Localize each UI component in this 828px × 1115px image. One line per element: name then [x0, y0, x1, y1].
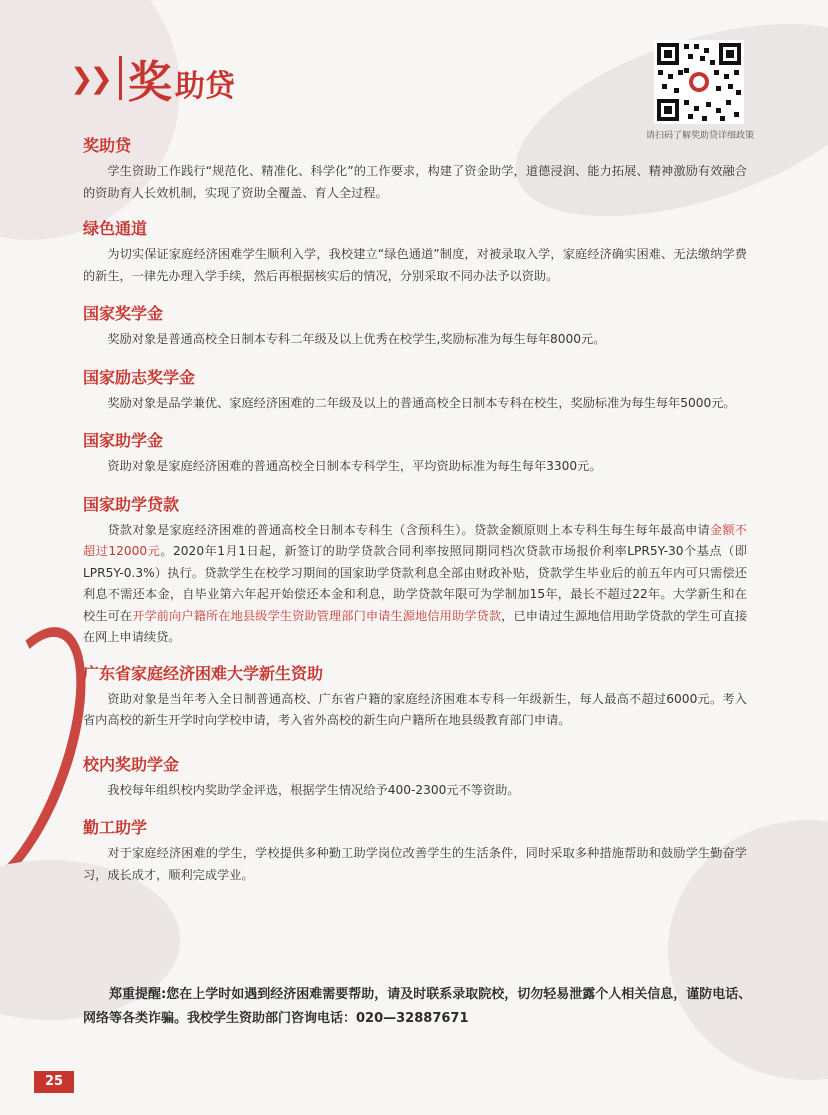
section-body: 奖励对象是普通高校全日制本专科二年级及以上优秀在校学生,奖励标准为每生每年8000元。: [107, 332, 606, 346]
section-body: 学生资助工作践行“规范化、精准化、科学化”的工作要求，构建了资金助学，道德浸润、能力拓展、精神激励有效融合的资助育人长效机制，实现了资助全覆盖、育人全过程。: [83, 164, 747, 200]
section-title: 广东省家庭经济困难大学新生资助: [83, 663, 324, 683]
section-title: 校内奖助学金: [83, 754, 180, 774]
loan-text-a: 贷款对象是家庭经济困难的普通高校全日制本专科生（含预科生）。贷款金额原则上本专科生每生每年最高申请: [107, 522, 710, 537]
section-body: 我校每年组织校内奖助学金评选，根据学生情况给予400-2300元不等资助。: [107, 782, 520, 797]
section-title: 绿色通道: [83, 219, 148, 238]
section-work-study: [83, 817, 747, 886]
title-divider: [119, 56, 122, 100]
section-body: 奖励对象是品学兼优、家庭经济困难的二年级及以上的普通高校全日制本专科在校生，奖励标准为每生每年5000元。: [107, 395, 736, 410]
section-title: 国家奖学金: [83, 304, 164, 323]
section-body: 资助对象是家庭经济困难的普通高校全日制本专科学生，平均资助标准为每生每年3300元。: [107, 459, 602, 473]
section-title: 国家励志奖学金: [83, 367, 196, 387]
loan-text-b: 。2020年1月1日起，新签订的助学贷款合同利率按照同期同档次贷款市场报价利率LPR5Y-30个基点（即LPR5Y-0.3%）执行。贷款学生在校学习期间的国家助学贷款利息全部由财政补贴，贷款学生毕业后的前五年内可只需偿还利息不需还本金，自毕业第六年起开始偿还本金和利息，助学贷款年限可为学制加15年，最长不超过22年。大学新生和在校生可在: [83, 544, 747, 623]
important-notice: 郑重提醒:您在上学时如遇到经济困难需要帮助，请及时联系录取院校，切勿轻易泄露个人相关信息，谨防电话、网络等各类诈骗。我校学生资助部门咨询电话：020—32887671: [83, 987, 752, 1026]
main-content: [83, 135, 747, 886]
qr-code[interactable]: [654, 40, 744, 124]
section-jiangzhudai: [83, 135, 747, 204]
section-student-loan: [83, 494, 747, 649]
section-national-grant: [83, 430, 747, 478]
loan-apply-highlight: 开学前向户籍所在地县级学生资助管理部门申请生源地信用助学贷款: [132, 608, 502, 623]
section-campus-scholarship: [83, 754, 747, 802]
qr-caption: 请扫码了解奖助贷详细政策: [645, 131, 754, 141]
page-header: [70, 50, 235, 106]
qr-code-icon: [654, 40, 744, 124]
page-number: 25: [34, 1071, 74, 1093]
loan-limit-highlight: 金额不超过12000元: [83, 522, 747, 558]
section-body: 为切实保证家庭经济困难学生顺利入学，我校建立“绿色通道”制度，对被录取入学，家庭经济确实困难、无法缴纳学费的新生，一律先办理入学手续，然后再根据核实后的情况，分别采取不同办法予以资助。: [83, 247, 747, 283]
loan-text-c: ，已申请过生源地信用助学贷款的学生可直接在网上申请续贷。: [83, 608, 748, 644]
section-green-channel: [83, 218, 747, 287]
page-title-main: 奖: [127, 57, 173, 108]
double-chevron-icon: ❯❯: [70, 61, 109, 95]
page-title-rest: 助贷: [174, 69, 235, 104]
section-national-scholarship: [83, 303, 747, 351]
section-guangdong-freshman-aid: [83, 663, 747, 732]
section-title: 国家助学贷款: [83, 494, 180, 514]
section-title: 勤工助学: [83, 818, 148, 837]
section-inspirational-scholarship: [83, 367, 747, 415]
section-body: 对于家庭经济困难的学生，学校提供多种勤工助学岗位改善学生的生活条件，同时采取多种措施帮助和鼓励学生勤奋学习，成长成才，顺利完成学业。: [83, 846, 747, 882]
section-body: 资助对象是当年考入全日制普通高校、广东省户籍的家庭经济困难本专科一年级新生，每人最高不超过6000元。考入省内高校的新生开学时向学校申请，考入省外高校的新生向户籍所在地县级教育部门申请。: [83, 691, 747, 727]
section-title: 奖助贷: [83, 136, 132, 155]
section-title: 国家助学金: [83, 431, 164, 450]
section-body: [83, 520, 747, 649]
